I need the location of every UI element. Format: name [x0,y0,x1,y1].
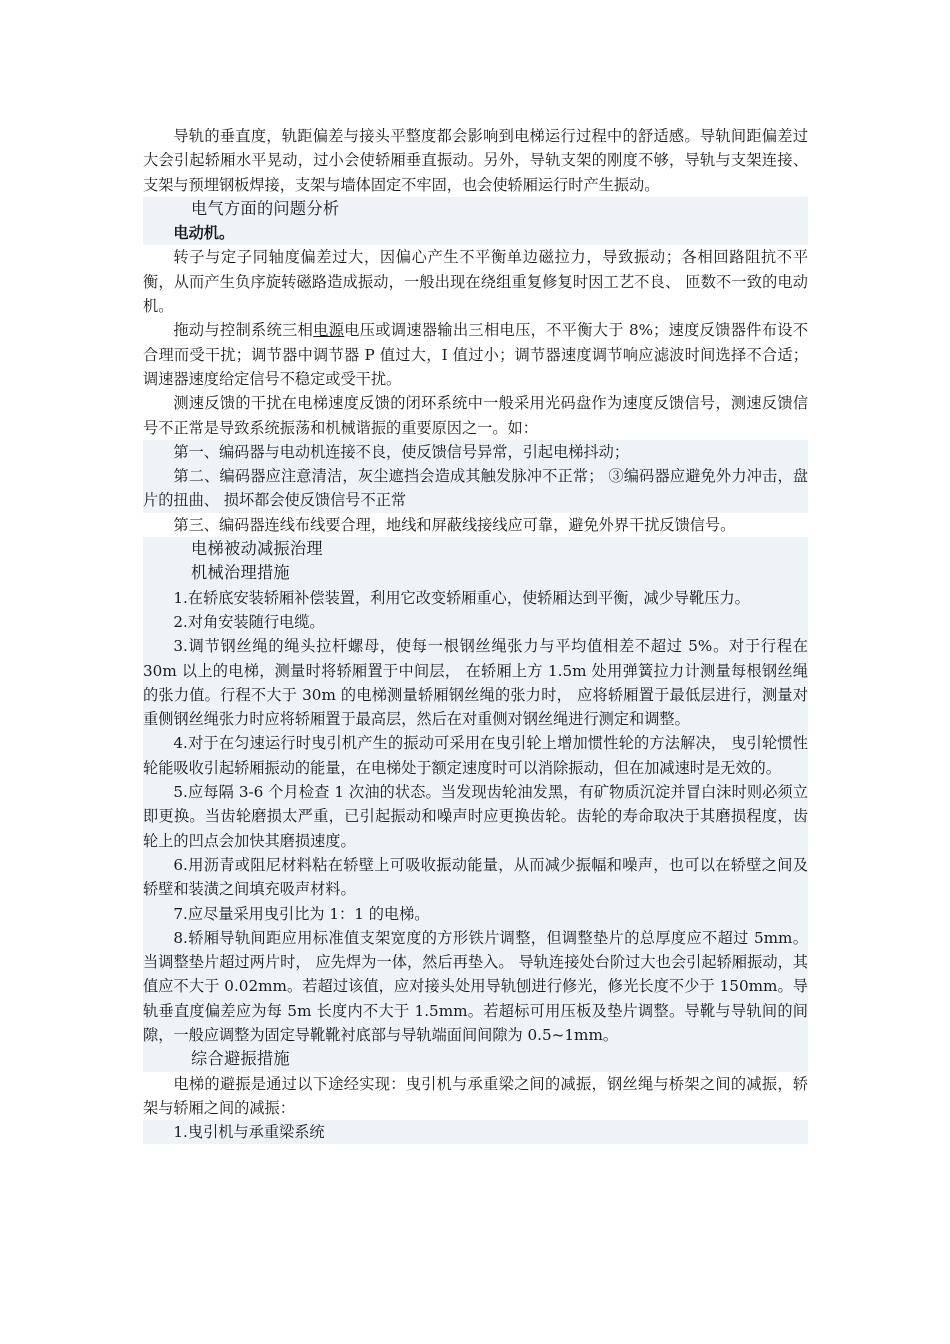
document-body [143,124,808,1144]
paragraph-guide-rail: 导轨的垂直度，轨距偏差与接头平整度都会影响到电梯运行过程中的舒适感。导轨间距偏差过大会引起轿厢水平晃动，过小会使轿厢垂直振动。另外，导轨支架的刚度不够，导轨与支架连接、 支架与预埋钢板焊接，支架与墙体固定不牢固，也会使轿厢运行时产生振动。 [143,127,808,194]
list-item-6: 6.用沥青或阻尼材料粘在轿壁上可吸收振动能量，从而减少振幅和噪声，也可以在轿壁之间及轿壁和装潢之间填充吸声材料。 [143,853,808,902]
list-item-traction-beam: 1.曳引机与承重梁系统 [143,1120,808,1144]
list-item-7: 7.应尽量采用曳引比为 1：1 的电梯。 [143,902,808,926]
text-segment: 电压或调速器输出三相电压，不平衡大于 8%；速度反馈器件布设不合理而受干扰；调节器中调节器 P 值过大，I 值过小；调节器速度调节响应滤波时间选择不合适；调速器速度给定信号不稳定或受干扰。 [143,321,809,388]
list-item-5: 5.应每隔 3-6 个月检查 1 次油的状态。当发现齿轮油发黑，有矿物质沉淀并冒白沫时则必须立即更换。当齿轮磨损太严重，已引起振动和噪声时应更换齿轮。齿轮的寿命取决于其磨损程度，齿轮上的凹点会加快其磨损速度。 [143,780,808,853]
paragraph-drive-control [143,318,808,391]
paragraph-encoder-first: 第一、编码器与电动机连接不良，使反馈信号异常，引起电梯抖动； [143,440,808,464]
list-item-4: 4.对于在匀速运行时曳引机产生的振动可采用在曳引轮上增加惯性轮的方法解决， 曳引轮惯性轮能吸收引起轿厢振动的能量，在电梯处于额定速度时可以消除振动，但在加减速时是无效的。 [143,731,808,780]
paragraph-rotor-stator: 转子与定子同轴度偏差过大，因偏心产生不平衡单边磁拉力，导致振动；各相回路阻抗不平衡，从而产生负序旋转磁路造成振动，一般出现在绕组重复修复时因工艺不良、 匝数不一致的电动机。 [143,248,808,316]
heading-motor: 电动机。 [143,221,808,245]
text-segment: 拖动与控制系统三相 [173,321,314,340]
list-item-3: 3.调节钢丝绳的绳头拉杆螺母，使每一根钢丝绳张力与平均值相差不超过 5%。对于行程在 30m 以上的电梯，测量时将轿厢置于中间层， 在轿厢上方 1.5m 处用弹簧拉力计测量每根钢丝绳的张力值。行程不大于 30m 的电梯测量轿厢钢丝绳的张力时， 应将轿厢置于最低层进行，测量对重侧钢丝绳张力时应将轿厢置于最高层，然后在对重侧对钢丝绳进行测定和调整。 [143,634,808,731]
paragraph-encoder-third: 第三、编码器连线布线要合理，地线和屏蔽线接线应可靠，避免外界干扰反馈信号。 [173,515,736,534]
paragraph-speed-feedback: 测速反馈的干扰在电梯速度反馈的闭环系统中一般采用光码盘作为速度反馈信号，测速反馈信号不正常是导致系统振荡和机械谐振的重要原因之一。如： [143,394,808,437]
list-item-2: 2.对角安装随行电缆。 [143,610,808,634]
list-item-8: 8.轿厢导轨间距应用标准值支架宽度的方形铁片调整，但调整垫片的总厚度应不超过 5mm。当调整垫片超过两片时， 应先焊为一体，然后再垫入。 导轨连接处台阶过大也会引起轿厢振动，其值应不大于 0.02mm。若超过该值，应对接头处用导轨刨进行修光，修光长度不少于 150mm。导轨垂直度偏差应为每 5m 长度内不大于 1.5mm。若超标可用压板及垫片调整。导靴与导轨间的间隙，一般应调整为固定导靴靴衬底部与导轨端面间间隙为 0.5~1mm。 [143,926,808,1047]
heading-comprehensive-measures: 综合避振措施 [143,1047,808,1071]
list-item-1: 1.在轿底安装轿厢补偿装置，利用它改变轿厢重心，使轿厢达到平衡，减少导靴压力。 [143,586,808,610]
paragraph-encoder-second: 第二、编码器应注意清洁，灰尘遮挡会造成其触发脉冲不正常； ③编码器应避免外力冲击，盘片的扭曲、 损坏都会使反馈信号不正常 [143,464,808,513]
heading-mechanical-measures: 机械治理措施 [143,561,808,585]
paragraph-damping-paths: 电梯的避振是通过以下途经实现：曳引机与承重梁之间的减振，钢丝绳与桥架之间的减振，轿架与轿厢之间的减振： [143,1074,808,1117]
power-link[interactable]: 电源 [313,321,345,340]
heading-passive-damping: 电梯被动减振治理 [143,537,808,561]
heading-electrical-analysis: 电气方面的问题分析 [143,197,808,221]
